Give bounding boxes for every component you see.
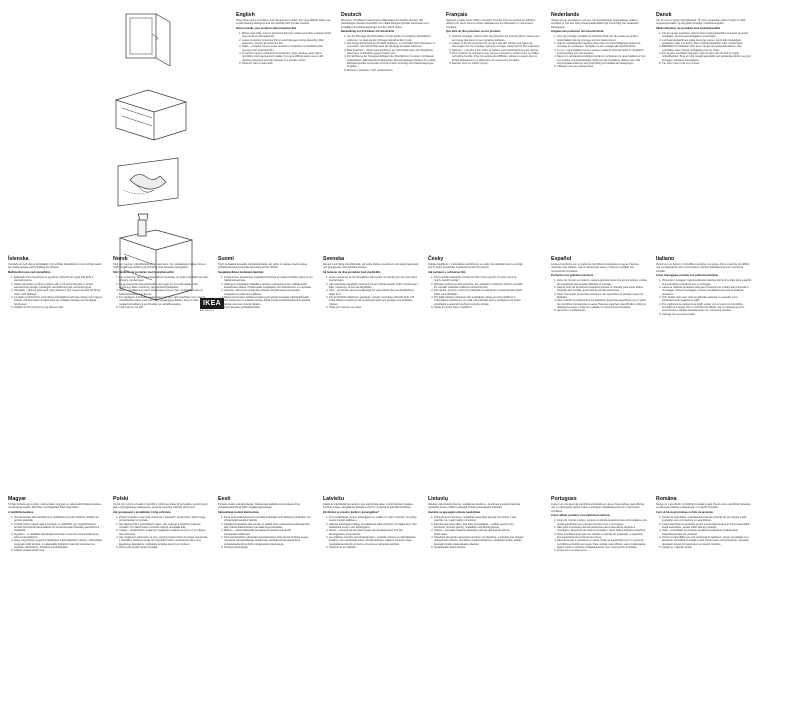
step-item: 4. Neem om de krasbestendigheid verder te verbeteren de oppervlakken af met een vochtig microvezeldoekje. Wrijf voor de moeilijkere vlekken een mild schoonmaakmiddel en wrijf voorzichtig met draaiende bewegingen. [557, 55, 647, 65]
step-item: 5. Limpe com um pano seco. [557, 549, 647, 552]
step-item: 3. Nota: imediatamente após ter retirado a película de protecção, a superfície fica especialmente sensível aos riscos. [557, 533, 647, 540]
language-column [113, 496, 209, 551]
step-item: 3. Huomaa, että pinnat voivat olla erityisen herkkiä naarmuuntumaan suojakalvon poistamisen jälkeen. [224, 289, 314, 296]
language-column [236, 12, 332, 67]
step-item: 3. Poznámka: povrchy mohou být okamžitě po odstranění ochranné fólie zvlášť citlivé na poškrábání. [434, 289, 524, 296]
steps-list [656, 279, 752, 316]
step-item: 3. Let op - oppervlakken kunnen meteen nadat de beschermfolie is verwijderd extra gevoelig zijn voor krassen. [557, 49, 647, 56]
step-item: 1. Înainte de asamblare, îndepărtează folia de protecție de pe margini și alte suprafețe care pot interfera cu asamblarea. [662, 516, 752, 523]
language-column [428, 256, 524, 311]
step-item: 4. Pentru a îmbunătăți mai mult rezistența la zgârieturi, șterge suprafețele cu o lavetă din microfibră înmuiată în apă. Pentru pete mai persistente, folosește detergent delicat și freacă ușor cu mișcări circulare. [662, 536, 752, 546]
language-heading: Dansk [656, 12, 672, 18]
step-item: 1. Poista ennen kokoamista suojakalvo kulmista ja muilta pinnoilta, joissa se voi häiritä kokoamista. [224, 276, 314, 283]
care-intro-text: Nettoyez à l'aide d'une chiffon microfibre humide. Pour les taches les difficiles, utilisez une savon doux et frottez délicatement en effectuant un mouvement circulaire. [446, 19, 536, 29]
care-intro-text: Vlekjes kun je verwijderen met een microvezeldoekje. Hardnekkige vlekken verwijder je met een mild schoonmaakmiddel wrijf voorzichtig met draaiende bewegingen. [551, 19, 639, 29]
step-item: 4. Kriimustuskindluse edasiseks parandamiseks pühi pinnad puhtaks veega niisutatud mikrokiudlapiga. Raskemate plekkide korral kasuta õrna puhastusvahendit ja hõõru ringikujuliste liigutustega. [224, 536, 314, 546]
steps-list [656, 516, 752, 549]
care-intro-text: Czyść przy użyciu szmatki z mikrofibry zwilżonej wodą. W przypadku uporczywych plam użyj łagodnego detergentu i pocieraj ostrożnie ruchami okrężnymi. [113, 503, 208, 510]
step-item: 4. Þurrkaðu af yfirborðinu með rökum örtrefjaklút til að bæta viðnám fyrir rispum. Notaðu milt hreinsiefni á erfiða bletti og nuddaðu varlega með hringlaga hreyfingum. [14, 296, 104, 306]
step-item: 4. Para aumentar a resistência a riscos, limpe as superfícies com um pano de microfibra embebido em água. Para nódoas mais difíceis, use um detergente ligeiro suave e esfregue cuidadosamente com movimentos circulares. [557, 539, 647, 549]
step-item: 3. Nota: Tras quitar la película protectora, las superficies se pueden rayar con facilidad. [557, 293, 647, 300]
language-heading: Español [551, 256, 572, 262]
language-heading: Portugues [551, 496, 577, 502]
step-item: 3. Notă – suprafețele pot fi foarte sensibile la zgârieturi imediat după îndepărtarea foliei de protecție. [662, 529, 752, 536]
step-item: 2. Lasă restul foliei de protecție pentru a evita deteriorarea în timpul asamblării. După asamblare, scoate toată folia de protecție. [662, 523, 752, 530]
steps-list [446, 35, 542, 65]
step-item: 5. Strjúktu af yfir með þurrum og hreinum klút. [14, 306, 104, 309]
step-item: 2. A többi részen hagyd rajta a terméken a védőfóliát, így megelőzheted a termék felszínének károsodását. Az összeszerelést követően távolítsd el a védőfóliát. [14, 523, 104, 533]
steps-list [428, 516, 524, 549]
step-item: 1. Pirms salikšanas noņem aizsargplēvi no malām un citām virsmām, kur plēve varētu traucēt salikšanu. [329, 516, 419, 523]
step-item: 1. Innan montering, ta bort skyddsfilm från kanter och andra ytor som kan störa monteringen. [329, 276, 419, 283]
document-code: AA-2151125-1 [200, 310, 214, 312]
step-item: 2. Jätä loput suojakalvot paikalleen tuotteen vahingoittumisen välttämiseksi kokoamisen aikana. Poista kaikki suojakalvot, kun kokoaminen on suoritettu. [224, 283, 314, 290]
step-item: 3. BEMÆRK! Umiddelbart efter at du har fjernet beskyttelsesfilmen, kan overfladen være særligt modtagelig over for ridser. [662, 45, 752, 52]
step-item: 1. Před montáží odstraňte ochrannou fólii z hran a jiných povrchů, které by mohly narušit montáž. [434, 276, 524, 283]
section-heading: A védőfólia kezelése [8, 511, 34, 515]
care-intro-text: Otírejte hadříkem z mikrovlákna navlhčeným ve vodě. Na odolnější skvrny použijte jemný čisticí prostředek a opatrně krouživými pohyby. [428, 263, 523, 270]
step-item: 2. Låt resterande skyddsfilm sitta kvar för att undvika skador under monteringen. Efter montering, ta bort all skyddsfilm. [329, 283, 419, 290]
steps-list [551, 35, 647, 68]
language-column [8, 256, 104, 311]
language-column [656, 496, 752, 551]
step-item: 5. Nusausinkite švaria šluoste. [434, 546, 524, 549]
section-heading: Kaitsekilega toodete käsitsemine [218, 511, 259, 515]
section-heading: Gaminių su apsaugine plėvele naudojimas [428, 511, 481, 515]
step-item: 1. Összeszerelés előtt távolítsd el a védőfóliát a termék széleiről, felületei és gondor akadnak. [14, 516, 104, 523]
steps-list [323, 516, 419, 549]
step-item: 1. Fjarlægðu filmuna af brúnum og öðrum yfirborði sem gæti haft áhrif á samsetninguna. [14, 276, 104, 283]
steps-list [323, 276, 419, 309]
step-item: 2. Atlikušo aizsargplēvi atstāj, lai salikšanas laikā izvairītos no bojājumiem. Pēc salikšanas noņem visu aizsargplēvi. [329, 523, 419, 530]
care-intro-text: Puhasta niiske mikrokiudlapiga. Raskemate plekkide korral kasuta õrna puhastusvahendit ja hõõru ringjate liigutustega. [218, 503, 300, 510]
language-column [656, 256, 752, 317]
language-heading: Norsk [113, 256, 128, 262]
step-item: 1. Enne toote kokkupanemist eemalda kaitsekile toote äärtelt ja pindadelt, mis võivad kokkupanekut häirida. [224, 516, 314, 523]
cabinet-shelf-icon [116, 90, 186, 140]
step-item: 5. Afdrogen met een schone doek. [557, 65, 647, 68]
step-item: 2. Kad išvengtumėte žalos, kitų dalių nenuplėškite – palikite gaminį kol jį surinksite. Surinkę gaminį, nuplėškite visą likusią plėvelę. [434, 523, 524, 530]
steps-list [218, 516, 314, 549]
language-heading: English [236, 12, 255, 18]
section-heading: Slik håndterer du produkter med beskyttelsesfilm [113, 271, 174, 275]
ikea-logo-mark: IKEA [200, 298, 224, 309]
language-column [218, 496, 314, 551]
step-item: 2. Zbývající ochrannou fólii ponechte, aby nedošlo k poškození během montáže. Po montáži odstraňte veškerou ochrannou fólii. [434, 283, 524, 290]
step-item: 4. För att förbättra tåligheten ytterligare, rengör med fuktig mikrofiberduk. Vid svåra fläckar använd ett milt rengöringsmedel och gnugga med cirkulära rörelser. [329, 296, 419, 306]
section-heading: Cum să folosești produse cu folie de protecție [656, 511, 713, 515]
language-column [341, 12, 437, 73]
care-intro-text: Þurrkaðu af með rökum örtrefjaklút. Fyrir erfiðari blettabluti þú nota milt hreinsiefni og nudda varlega með hringlaga hreyfingum. [8, 263, 102, 270]
step-item: 5. Torka torrt med en ren trasa. [329, 306, 419, 309]
step-item: 3. Merk – overflater kan være ekstra følsomme for riper umiddelbart etter at beskyttelsesfilmen er fjernet. [119, 289, 209, 296]
section-heading: Meðhöndlun vara með varnarfilmu [8, 271, 51, 275]
step-item: 2. Ülejäänud kaitsekile jäta esmalt, et vältida toote kahjustamist kokkupaneku ajal. Pärast kokkupanekut eemalda kogu kaitsekile. [224, 523, 314, 530]
step-item: 2. Lascia la pellicola protettiva sulle parti rimanenti per evitare danni durante il montaggio. Dopo il montaggio, rimuovi completamente tutta la pellicola protettiva. [662, 286, 752, 296]
steps-list [428, 276, 524, 309]
step-item: 3. Figyelem – a védőfólia eltávolítását követően a termék extra érzékenység lehet a karcolásokra. [14, 533, 104, 540]
step-item: 2. Laisser le film de protection s'il ne gêne pas afin d'éviter tout risque de dommages lors du montage. Après le montage, retirez tout le film protecteur. [452, 42, 542, 49]
step-item: 2. Nie zdejmuj folii z pozostałych miejsc, aby uniknąć uszkodzeń podczas montażu. Po zakończeniu montażu zdejmij pozostałą folię. [119, 523, 209, 530]
step-item: 1. Before assembly, remove protective film from edges and other surfaces which may interfere with assembly. [242, 32, 332, 39]
step-item: 4. Hogy még jobban megóvd a felületeket a karcolásoktól, nedves, mikroszálas ronggyal töröld tisztára. A makacsabb foltokhoz használj mosószert és óvatosan dörzsöld be, körkörös mozdulatokkal. [14, 539, 104, 549]
step-item: 5. Asciuga con un panno pulito. [662, 313, 752, 316]
step-item: 4. Lai uzlabotu noturību pret skrāpējumiem, noslauki virsmas ar mikrošķiedras lupatiņu, kas samitrināta ūdenī. Grūtāk tīrāmiem traipiem izmanto maigu mazgāšanas līdzekli un berzē uzmanīgi ar apļveida kustībām. [329, 536, 419, 546]
step-item: 5. Essuyer avec un chiffon propre. [452, 62, 542, 65]
step-item: 4. To further improve resistance to scratches, wipe surfaces clean with a microfiber cloth dampened in water. For more difficult stains use a mild cleaning detergent and rub carefully in a circular motion. [242, 52, 332, 62]
step-item: 5. Mit einem sauberen Tuch nachtrocknen. [347, 69, 437, 72]
language-column [218, 256, 314, 311]
section-heading: How to handle your products with protective film [236, 27, 297, 31]
care-intro-text: Pyyhi puhtaaksi kostealla mikrokuituliinalla. Jos tahra on vaikea, käytä mietoa puhdistusainetta ja hankaa varovasti pyörivin liikkein. [218, 263, 307, 270]
steps-list [8, 516, 104, 553]
step-item: 4. Norėdami dar geriau apsaugoti paviršius nuo įbrėžimų, nuvalykite juos drėgna mikropluošto šluoste. Jei dėmės sunkiai išvalomos, naudokite švelnų valiklį ir atsargiai trinkite sukamaisiais judesiais. [434, 536, 524, 546]
steps-list [8, 276, 104, 309]
section-heading: Omgaan met producten met beschermfolie [551, 30, 604, 34]
step-item: 5. Wytrzyj do sucha czystą szmatką. [119, 546, 209, 549]
step-item: 1. Antes de montar o artigo, remova a película protectora das extremidades e de outras superfícies que possam interferir com a montagem. [557, 519, 647, 526]
care-intro-text: Limpia el producto con un paño de microfibra humedecido en agua. Para las manchas más difíciles, usa un detergente suave y frota con cuidado con movimientos circulares. [551, 263, 639, 273]
language-column [656, 12, 752, 67]
step-item: 5. Seca con un paño limpio. [557, 309, 647, 312]
step-item: 1. Avant le montage, retirez le film de protection qui pourrait gêner, notamment au niveau des coins ou sur certaines surfaces. [452, 35, 542, 42]
step-item: 5. Wipe dry with a clean cloth. [242, 62, 332, 65]
step-item: 5. Nosusini ar tīru drāniņu. [329, 546, 419, 549]
language-heading: Lietuvių [428, 496, 448, 502]
steps-list [551, 279, 647, 312]
cabinet-front-icon [126, 14, 170, 66]
step-item: 1. Før du samler produktet, skal du fjerne beskyttelsesfilm fra kanter og andre overflader, der kan besværliggøre monteringen. [662, 32, 752, 39]
steps-list [656, 32, 752, 65]
step-item: 3. Athugaðu - yfirborð gæti verið mjög viðkvæmt fyrir rispum rétt eftir að filman hefur verið fjarlægð. [14, 289, 104, 296]
step-item: 4. Para mejorar la resistencia a los arañazos, limpia las superficies con un paño de microfibra humedecido en agua. Para las manchas más difíciles, utiliza un detergente suave y frota con cuidado en movimientos circulares. [557, 299, 647, 309]
step-item: 5. Pyyhi kuivaksi puhtaalla liinalla. [224, 306, 314, 309]
step-item: 1. Før montering, fjern beskyttelsesfilmen fra kanter og andre overflater som kan forstyrre monteringen. [119, 276, 209, 283]
step-item: 3. Uwaga – powierzchnie mogą być wyjątkowo podatne na rysy tuż po zdjęciu folii ochronnej. [119, 529, 209, 536]
steps-list [218, 276, 314, 309]
step-item: 1. Vor der Montage die Schutzfolie von der Kante und anderen Oberflächen entfernen, so dass sie der Montage überall entfernt sind. [347, 35, 437, 42]
step-item: 5. Utřete do sucha čistým hadříkem. [434, 306, 524, 309]
care-intro-text: Tørk rent med en mikrofiberklut fuktet med vann. For vanskeligere flekker bruk et mildt rengjøringsmiddel og gni forsiktig med sirkulære bevegelser. [113, 263, 206, 270]
step-item: 2. Deja el resto de la película protectora durante el montaje para evitar daños. Después del montaje, quita toda la película protectora. [557, 286, 647, 293]
step-item: 3. Static – surfaces may be extra sensitive to scratches immediately after removing the protective film. [242, 45, 332, 52]
language-heading: Româna [656, 496, 677, 502]
step-item: 2. Laat de overblijvende beschermfolie zitten om beschadigingen tijdens de montage te voorkomen. Verwijder na de montage alle beschermfolie. [557, 42, 647, 49]
language-column [551, 496, 647, 554]
step-item: 1. Antes de montar el producto, quita la película protectora de los bordes y todas las superficies que puedan dificultar el montaje. [557, 279, 647, 286]
step-item: 2. Leave remaining protective film to avoid damage during assembly. After assembly, remove all protective film. [242, 39, 332, 46]
section-heading: Så hanterar du dina produkter med skyddsfilm [323, 271, 381, 275]
language-heading: Latviešu [323, 496, 345, 502]
steps-list [341, 35, 437, 72]
step-item: 4. Naarmuuntumisen ehkäisemiseksi pyyhi pinnat kostealla mikrokuituliinalla. Jos tuotteessa on vaikeita tahroja, käytä mietoa puhdistusainetta ja hankaa tahraa varovasti pyörivin liikkein. [224, 296, 314, 306]
care-intro-text: Törölje tisztára egy enyhén, mikroszálas ronggyal, a makacsabb foltokat kevéssé mosószerrel óvatos, körkörös mozdulatokkal lehet eltávolítani. [8, 503, 102, 510]
care-intro-text: Rengör med fuktig mikrofiberduk, vid svåra fläckar använd ett milt rengöringsmedel och gnugga lätt med cirkulära rörelser. [323, 263, 419, 270]
language-heading: Deutsch [341, 12, 362, 18]
care-intro-text: Șterge cu o lavetă din microfibră înmuiată în apă. Pentru pete mai dificile folosește un detergent delicat și freacă ușor cu mișcări circulare. [656, 503, 751, 510]
step-item: 2. Não retire a restante película protectora para evitar danos durante a montagem. Depois de terminar a montagem, retire toda a película protectora. [557, 526, 647, 533]
language-heading: Nederlands [551, 12, 580, 18]
language-heading: Eesti [218, 496, 231, 502]
section-heading: Behandlung von Produkten mit Schutzfolie [341, 30, 395, 34]
step-item: 1. Prieš gaminio surinkimą, nuplėškite apsauginę plėvelę nuo kraštų ir kitų paviršių, kur ji gali trukdyti surinkimui. [434, 516, 524, 523]
language-column [446, 12, 542, 67]
step-item: 1. Prima del montaggio, togli la pellicola protettiva dai bordi e dalle altre superfici che potrebbero interferire con il montaggio. [662, 279, 752, 286]
section-heading: Jak postępować z produktami z folią ochronną [113, 511, 171, 515]
section-heading: Jak zacházet s ochrannou fólií [428, 271, 466, 275]
language-column [323, 496, 419, 551]
language-column [8, 496, 104, 554]
steps-list [236, 32, 332, 65]
care-intro-text: Tør af med en fugtig mikrofiberklud. Til mere vanskelige pletter bruges et mildt rengøringsmiddel, og så gnider forsigtigt i cirkelbevægelser. [656, 19, 746, 26]
step-item: 2. La gjenværende beskyttelsesfilm være igjen for å unngå skade under montering. Etter montering, fjern all beskyttelsesfilm. [119, 283, 209, 290]
section-heading: Kā rīkoties ar precēm, kurām ir aizsargplēve? [323, 511, 379, 515]
step-item: 3. Ievēro – virsmas var būt īpaši jutīgas pret skrāpējumiem tūlīt pēc aizsargplēves noņemšanas. [329, 529, 419, 536]
step-item: 4. Aby zwiększyć odporność na rysy, wytrzyj powierzchnie do czysta ściereczką z mikrofibry zwilżoną wodą. W przypadku trudno usuwalnych plam użyj łagodnego detergentu i delikatnie pocieraj okrężnymi ruchami. [119, 536, 209, 546]
section-heading: Sådan håndterer du produkter med beskyttelsesfilm [656, 27, 721, 31]
step-item: 3. Svarbu – paviršiai nuplėšus apsauginę plėvelę gali būti itin jautrūs įbrėžimams. [434, 529, 524, 536]
step-item: 3. Bitte beachten – direkt nach Entfernen der Schutzfolie kann die Oberfläche besonders empfindlich gegen Kratzer sein. [347, 49, 437, 56]
care-intro-text: Valykite mikropluošto šluoste, sudrėkinta vandeniu. Jei dėmės sunkiai išvalomos, naudokite švelnų valiklį ir atsargiai trinkite sukamaisiais judesiais. [428, 503, 521, 510]
step-item: 2. Die übrige Schutzfolie am Produkt belassen, um Schäden beim Montieren zu vermeiden. Die Schutzfolie nach der Montage komplett entfernen. [347, 42, 437, 49]
steps-list [551, 519, 647, 552]
language-heading: Italiano [656, 256, 675, 262]
language-column [323, 256, 419, 311]
step-item: 4. Pro další zlepšení odolnosti vůči poškrábání otřete povrchy hadříkem z mikrovlákna navlhčeným ve vodě. Na odolnější skvrny použijte jemný čisticí prostředek a opatrně krouživými pohyby otírejte. [434, 296, 524, 306]
care-intro-text: Mit einem mit Wasser befeuchteten Mikrofasertuch sauber wischen. Bei hartnäckigen Flecken zusätzlich ein mildes Reinigungsmittel verwenden und sorgfältig mit Kreisbewegungen auf dem Fleck reiben. [341, 19, 429, 29]
step-item: 5. Száraz ruhával töröld meg. [14, 549, 104, 552]
steps-list [113, 276, 209, 309]
step-item: 3. Attention : une fois le film retiré, la surface peut particulièrement les rayures. [452, 49, 542, 52]
care-intro-text: Wipe clean with a microfiber cloth dampened in water. For more difficult stains use a mild cleaning detergent and rub carefully with circular motions. [236, 19, 331, 26]
section-heading: Suojakalvollisten tuotteiden käsittely [218, 271, 264, 275]
wiping-hand-icon [118, 158, 178, 206]
language-heading: Polski [113, 496, 129, 502]
language-heading: Français [446, 12, 468, 18]
step-item: 3. Märkus – pärast kaitsekile eemaldamist võivad pinnad olla kriimustustundlikumad. [224, 529, 314, 536]
care-intro-text: Slauki ar mikrošķiedras lupatiņu, kas samitrināta ūdenī. Grūti tīrāmiem traipiem izmanto maigu mazgāšanas līdzekli un berzē uzmanīgi ar apļveida kustībām. [323, 503, 414, 510]
step-item: 1. Voor de montage verwijder de beschermfolie van de randen en andere oppervlakken die de montage kunnen belemmeren. [557, 35, 647, 42]
steps-list [113, 516, 209, 549]
section-heading: Como utilizar produtos com película protectora [551, 514, 610, 518]
language-heading: Česky [428, 256, 444, 262]
step-item: 4. Zur Erhöhung der Tatsugsenfähigkeit die Oberflächen mit einem mit Wasser befeuchteten Mikrofasertuch abwischen. Bei hartnäckigen Flecken ein mildes Reinigungsmittel verwenden und den Fleck vorsichtig mit Kreisbewegungen anreiben. [347, 55, 437, 68]
language-column [428, 496, 524, 551]
care-intro-text: Limpe com um pano de microfibra embebido em água. Para nódoas mais difíceis use um detergente ligeiro suave e esfregue cuidadosamente em movimentos circulares. [551, 503, 645, 513]
step-item: 4. For at gøre overfladen stærkere, skal du tørre den af med en fugtig mikrofiberklud. Brug et mildt rengøringsmiddel ved vanskelige pletter, og gnid forsigtigt i cirkulære bevægelser. [662, 52, 752, 62]
step-item: 5. Tørk med en ren klut. [119, 306, 209, 309]
care-intro-text: Pulisci con un panno in microfibra inumidito con acqua. Per le macchie più difficili, usa un detergente poco concentrato e strofina delicatamente con movimenti circolari. [656, 263, 750, 273]
language-heading: Svenska [323, 256, 345, 262]
step-item: 4. Per migliorare la resistenza ai graffi, pulisci con un panno di microfibra inumidito con acqua. Per le macchie più difficili, usa un detergente poco concentrato e strofina delicatamente con movimenti circolari. [662, 303, 752, 313]
step-item: 2. Hafðu varnarfilmu á öðrum stöðum eftir en til að forðast tjón á meðan samsetningu stendur. Fjarlægðu varnarfilmuna eftir samsetninguna. [14, 283, 104, 290]
step-item: 5. Șterge cu o lavetă uscată. [662, 546, 752, 549]
language-column [113, 256, 209, 311]
language-column [551, 12, 647, 70]
step-item: 3. Obs – ytorna kan vara extra känsliga för repor direkt efter att skyddsfilmen tagits bort. [329, 289, 419, 296]
language-heading: Íslenska [8, 256, 29, 262]
step-item: 3. N.B. Subito dopo aver tolto la pellicola protettiva, le superfici sono particolarmente soggette a graffi. [662, 296, 752, 303]
step-item: 2. Lad beskyttelsesfilmen sidde de øvrige steder, så du ikke beskadiger produktet under montering. Fjern al beskyttelsesfilm efter monteringen. [662, 39, 752, 46]
step-item: 5. Kuivata puhta lapiga. [224, 546, 314, 549]
section-heading: Que faire du film protecteur sur les produits. [446, 30, 501, 34]
language-heading: Magyar [8, 496, 27, 502]
language-heading: Suomi [218, 256, 234, 262]
step-item: 1. Przed montażem usuń folię ochronną z krawędzi i powierzchni, które mogą przeszkadzać w montażu. [119, 516, 209, 523]
step-item: 4. For ytterligere å forbedre motstanden mot riper, tørk overflaten rene med en mikrofiberklut fuktet med vann. For vanskeligere flekker, bruk et mildt rengjøringsmiddel og gni forsiktig i en sirkelbevegelse. [119, 296, 209, 306]
language-column [551, 256, 647, 314]
section-heading: Come maneggiare prodotti con pellicola protettiva [656, 274, 718, 278]
step-item: 5. Tør efter med en tør og ren klud. [662, 62, 752, 65]
step-item: 4. Pour renforcer la résistance aux rayures, nettoyer la surface avec un chiffon microfibre humide. Pour les taches plus difficiles, utilisez un savon doux et frottez délicatement en effectuant un mouvement circulaire. [452, 52, 542, 62]
section-heading: Productos con película protectora [551, 274, 594, 278]
